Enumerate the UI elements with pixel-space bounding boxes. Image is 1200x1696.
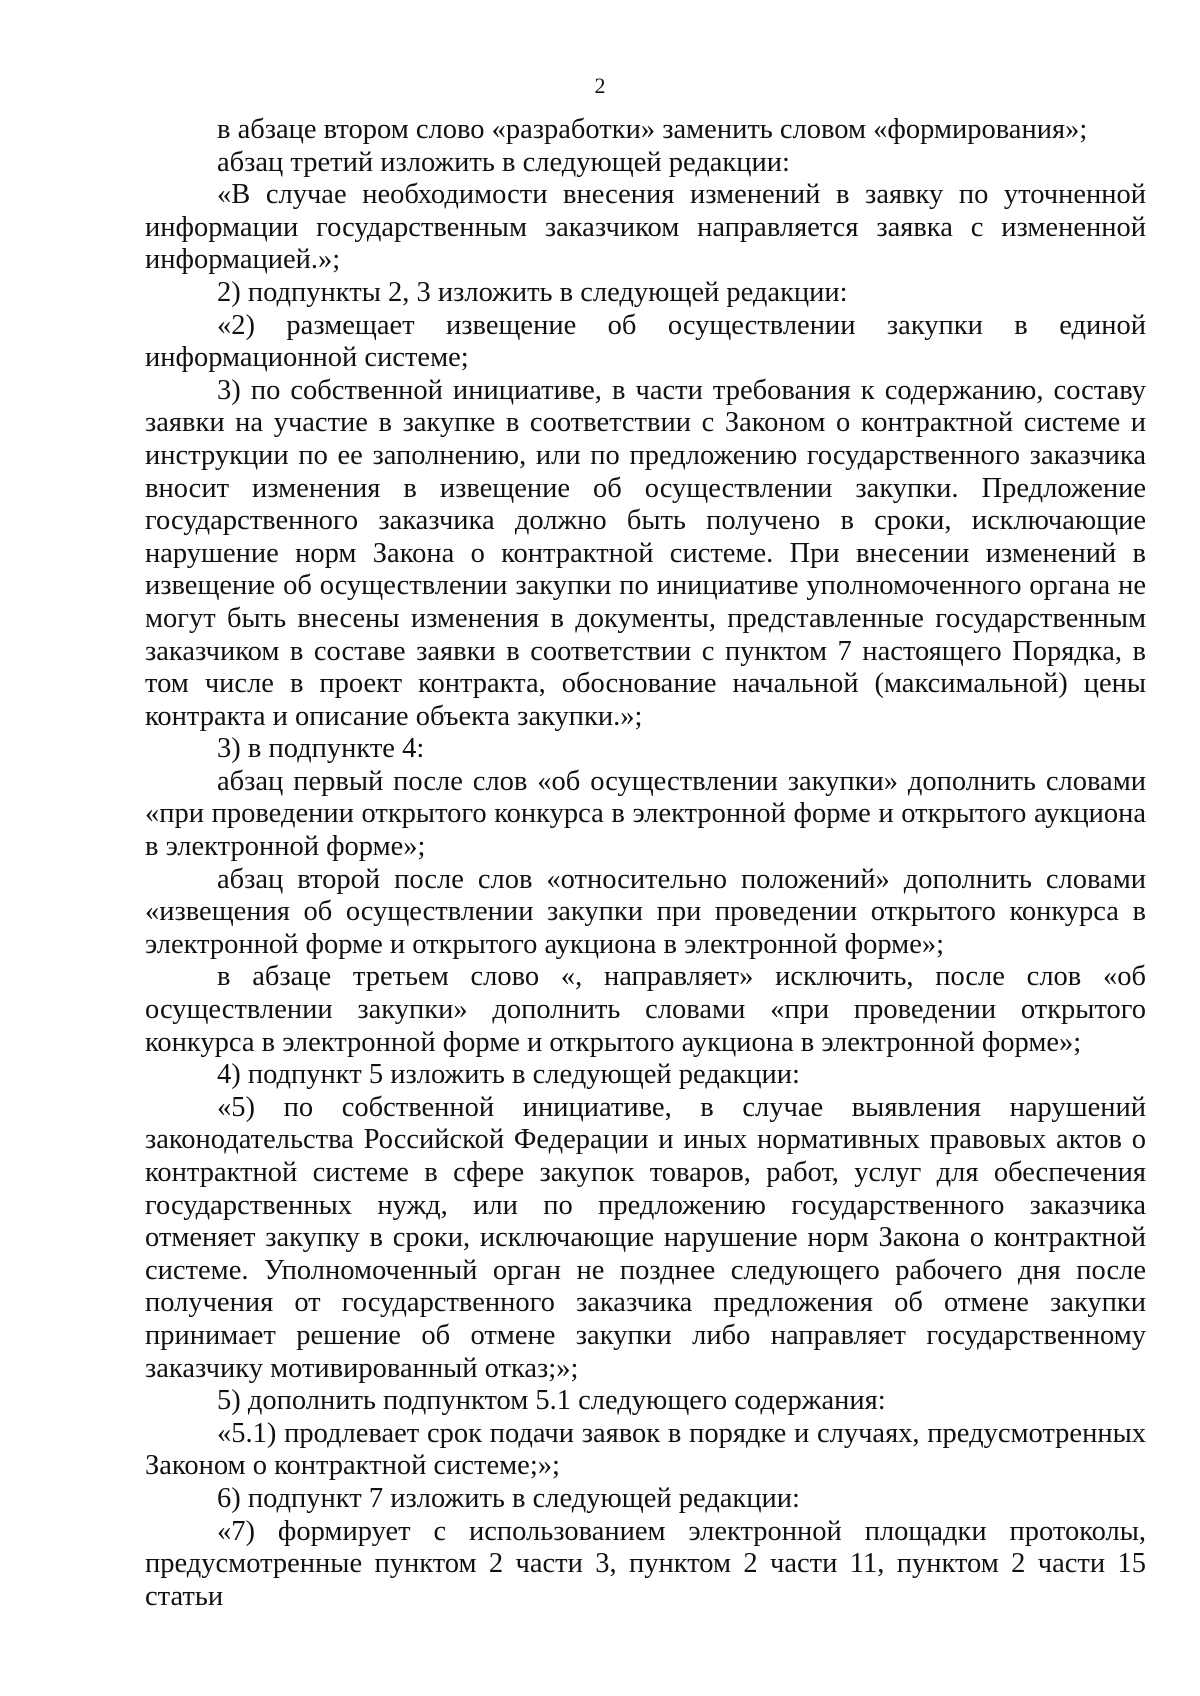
paragraph: 2) подпункты 2, 3 изложить в следующей редакции:: [217, 276, 848, 308]
paragraph: абзац первый после слов «об осуществлении закупки» дополнить словами «при проведении открытого конкурса в электронной форме и открытого аукциона в электронной форме»;: [145, 765, 1146, 863]
paragraph: «5.1) продлевает срок подачи заявок в порядке и случаях, предусмотренных Законом о контрактной системе;»;: [145, 1417, 1146, 1482]
paragraph: абзац второй после слов «относительно положений» дополнить словами «извещения об осуществлении закупки при проведении открытого конкурса в электронной форме и открытого аукциона в электронной форме»;: [145, 863, 1146, 960]
paragraph: «7) формирует с использованием электронной площадки протоколы, предусмотренные пунктом 2 части 3, пунктом 2 части 11, пунктом 2 части 15 статьи: [145, 1515, 1146, 1612]
paragraph: в абзаце третьем слово «, направляет» исключить, после слов «об осуществлении закупки» дополнить словами «при проведении открытого конкурса в электронной форме и открытого аукциона в электронной форме»;: [145, 961, 1146, 1058]
paragraph: «2) размещает извещение об осуществлении закупки в единой информационной системе;: [145, 309, 1146, 374]
document-body: [145, 114, 1146, 1613]
paragraph: 5) дополнить подпунктом 5.1 следующего содержания:: [217, 1385, 886, 1417]
paragraph: 3) в подпункте 4:: [217, 733, 425, 765]
paragraph: 3) по собственной инициативе, в части требования к содержанию, составу заявки на участие в закупке в соответствии с Законом о контрактной системе и инструкции по ее заполнению, или по предложению государственного заказчика вносит изменения в извещение об осуществлении закупки. Предложение государственного заказчика должно быть получено в сроки, исключающие нарушение норм Закона о контрактной системе. При внесении изменений в извещение об осуществлении закупки по инициативе уполномоченного органа не могут быть внесены изменения в документы, представленные государственным заказчиком в составе заявки в соответствии с пунктом 7 настоящего Порядка, в том числе в проект контракта, обоснование начальной (максимальной) цены контракта и описание объекта закупки.»;: [145, 374, 1146, 732]
paragraph: 4) подпункт 5 изложить в следующей редакции:: [217, 1059, 800, 1091]
page-number: 2: [594, 73, 606, 98]
paragraph: «5) по собственной инициативе, в случае выявления нарушений законодательства Российской Федерации и иных нормативных правовых актов о контрактной системе в сфере закупок товаров, работ, услуг для обеспечения государственных нужд, или по предложению государственного заказчика отменяет закупку в сроки, исключающие нарушение норм Закона о контрактной системе. Уполномоченный орган не позднее следующего рабочего дня после получения от государственного заказчика предложения об отмене закупки принимает решение об отмене закупки либо направляет государственному заказчику мотивированный отказ;»;: [145, 1091, 1146, 1384]
paragraph: «В случае необходимости внесения изменений в заявку по уточненной информации государственным заказчиком направляется заявка с измененной информацией.»;: [145, 179, 1146, 276]
paragraph: 6) подпункт 7 изложить в следующей редакции:: [217, 1482, 800, 1514]
paragraph: абзац третий изложить в следующей редакции:: [217, 146, 790, 178]
paragraph: в абзаце втором слово «разработки» заменить словом «формирования»;: [217, 114, 1088, 145]
